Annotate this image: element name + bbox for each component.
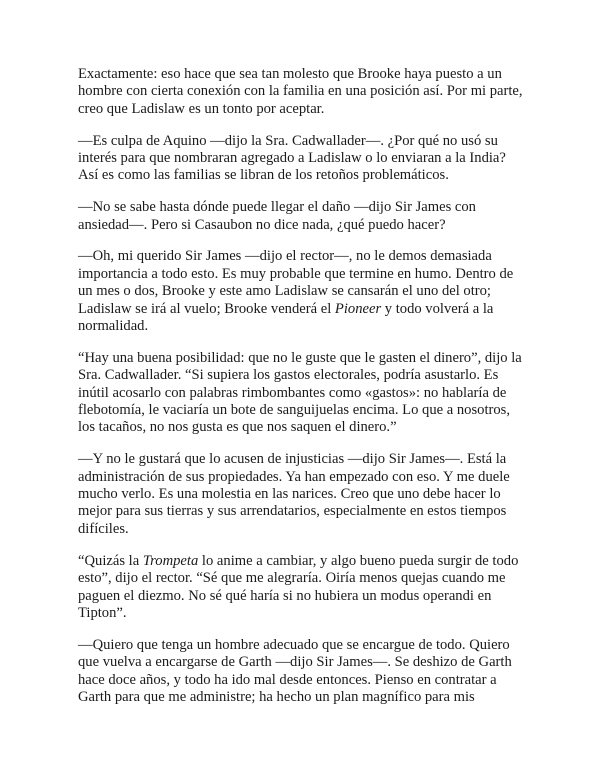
text-segment: “Quizás la	[78, 552, 143, 569]
document-page	[78, 66, 538, 721]
text-segment: y todo volverá a la	[381, 300, 494, 317]
text-segment: lo anime a cambiar, y algo bueno pueda surgir de todo	[198, 552, 519, 569]
italic-title-trompeta: Trompeta	[142, 552, 199, 569]
text-line: ansiedad—. Pero si Casaubon no dice nada, ¿qué puedo hacer?	[78, 216, 446, 233]
text-line: —Oh, mi querido Sir James —dijo el rector—, no le demos demasiada	[78, 248, 492, 265]
text-line: —Y no le gustará que lo acusen de injusticias —dijo Sir James—. Está la	[78, 451, 507, 468]
text-line: paguen el diezmo. No sé qué haría si no hubiera un modus operandi en	[78, 587, 492, 604]
text-line: Garth para que me administre; ha hecho un plan magnífico para mis	[78, 688, 475, 705]
text-line: importancia a todo esto. Es muy probable que termine en humo. Dentro de	[78, 265, 514, 282]
text-line: flebotomía, le vaciaría un bote de sanguijuelas encima. Lo que a nosotros,	[78, 402, 510, 419]
text-line: difíciles.	[78, 520, 129, 537]
text-line: esto”, dijo el rector. “Sé que me alegraría. Oiría menos quejas cuando me	[78, 570, 506, 587]
text-line: Sra. Cadwallader. “Si supiera los gastos electorales, podría asustarlo. Es	[78, 367, 499, 384]
paragraph-8	[78, 637, 538, 707]
text-line: creo que Ladislaw es un tonto por aceptar.	[78, 100, 325, 117]
text-line-with-italic	[78, 553, 538, 570]
text-line: que vuelva a encargarse de Garth —dijo Sir James—. Se deshizo de Garth	[78, 654, 512, 671]
text-line: mejor para sus tierras y sus arrendatarios, especialmente en estos tiempos	[78, 503, 507, 520]
paragraph-1	[78, 66, 538, 118]
text-line: hace doce años, y todo ha ido mal desde entonces. Pienso en contratar a	[78, 671, 497, 688]
text-line: los tacaños, no nos gusta es que nos saquen el dinero.”	[78, 419, 397, 436]
text-line: inútil acosarlo con palabras rimbombantes como «gastos»: no hablaría de	[78, 384, 507, 401]
text-line: administración de sus propiedades. Ya han empezado con eso. Y me duele	[78, 468, 510, 485]
text-line: mucho verlo. Es una molestia en las narices. Creo que uno debe hacer lo	[78, 486, 501, 503]
text-line: “Hay una buena posibilidad: que no le guste que le gasten el dinero”, dijo la	[78, 349, 522, 366]
paragraph-7	[78, 553, 538, 623]
paragraph-3	[78, 199, 538, 234]
text-segment: Ladislaw se irá al vuelo; Brooke venderá el	[78, 300, 335, 317]
text-line: un mes o dos, Brooke y este amo Ladislaw se cansarán el uno del otro;	[78, 283, 491, 300]
text-line: —No se sabe hasta dónde puede llegar el daño —dijo Sir James con	[78, 199, 476, 216]
paragraph-6	[78, 451, 538, 538]
text-line: normalidad.	[78, 318, 149, 335]
text-line: Así es como las familias se libran de los retoños problemáticos.	[78, 167, 449, 184]
text-line: —Es culpa de Aquino —dijo la Sra. Cadwallader—. ¿Por qué no usó su	[78, 132, 498, 149]
text-line: hombre con cierta conexión con la familia en una posición así. Por mi parte,	[78, 83, 523, 100]
paragraph-4	[78, 248, 538, 335]
text-line: interés para que nombraran agregado a Ladislaw o lo enviaran a la India?	[78, 150, 506, 167]
text-line-with-italic	[78, 301, 538, 318]
italic-title-pioneer: Pioneer	[334, 300, 382, 317]
text-line: Tipton”.	[78, 604, 127, 621]
text-line: —Quiero que tenga un hombre adecuado que se encargue de todo. Quiero	[78, 636, 510, 653]
paragraph-5	[78, 350, 538, 437]
paragraph-2	[78, 133, 538, 185]
text-line: Exactamente: eso hace que sea tan molesto que Brooke haya puesto a un	[78, 66, 502, 82]
